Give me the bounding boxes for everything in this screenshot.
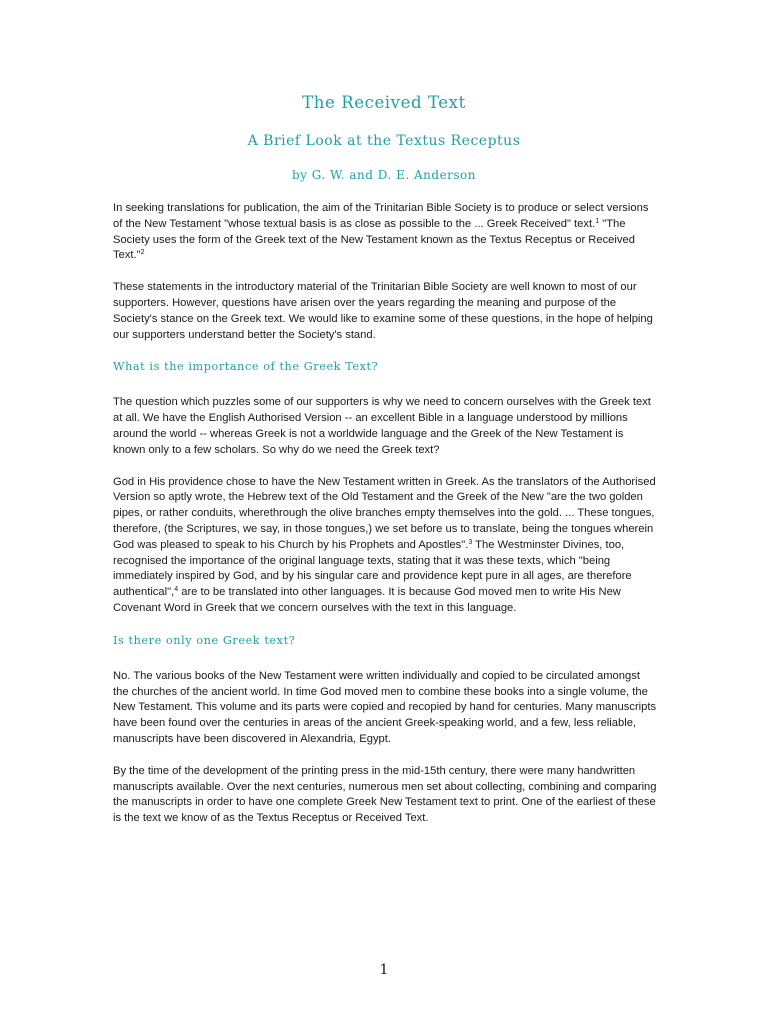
document-title: The Received Text <box>302 93 466 112</box>
footnote-ref-3: 3 <box>468 538 473 546</box>
paragraph-intro <box>113 201 658 264</box>
paragraph-intro-text-a: In seeking translations for publication, the aim of the Trinitarian Bible Society is to produce or select versions of the New Testament "whose textual basis is as close as possible to the ... Greek Received" text. <box>113 202 649 230</box>
document-byline: by G. W. and D. E. Anderson <box>291 168 477 182</box>
paragraph-providence-text-b: The Westminster Divines, too, recognised the importance of the original language texts, stating that it was these texts, which "being immediately inspired by God, and by his singular care and providence kept pure in all ages, are therefore authentical", <box>113 538 632 599</box>
paragraph-providence-text-c: are to be translated into other languages. It is because God moved men to write His New Covenant Word in Greek that we concern ourselves with the text in this language. <box>113 586 621 614</box>
footnote-ref-1: 1 <box>595 217 600 225</box>
page-number: 1 <box>379 962 389 978</box>
paragraph-intro-text-b: "The Society uses the form of the Greek text of the New Testament known as the Textus Receptus or Received Text." <box>113 217 635 262</box>
paragraph-providence <box>113 475 658 617</box>
footnote-ref-4: 4 <box>174 586 179 594</box>
paragraph-manuscripts: No. The various books of the New Testament were written individually and copied to be circulated amongst the churches of the ancient world. In time God moved men to combine these books into a single volume, the New Testament. This volume and its parts were copied and recopied by hand for centuries. Many manuscripts have been found over the centuries in areas of the ancient Greek-speaking world, and a few, less reliable, manuscripts have been discovered in Alexandria, Egypt. <box>113 669 657 745</box>
paragraph-question: The question which puzzles some of our supporters is why we need to concern ourselves with the Greek text at all. We have the English Authorised Version -- an excellent Bible in a language understood by millions around the world -- whereas Greek is not a worldwide language and the Greek of the New Testament is known only to a few scholars. So why do we need the Greek text? <box>113 396 651 456</box>
section-heading-one-text: Is there only one Greek text? <box>113 633 296 647</box>
document-body <box>113 201 658 843</box>
paragraph-providence-text-a: God in His providence chose to have the New Testament written in Greek. As the translators of the Authorised Version so aptly wrote, the Hebrew text of the Old Testament and the Greek of the New "are the two golden pipes, or rather conduits, wherethrough the olive branches empty themselves into the gold. ... These tongues, therefore, (the Scriptures, we say, in those tongues,) we set before us to translate, being the tongues wherein God was pleased to speak to his Church by his Prophets and Apostles". <box>113 475 656 551</box>
paragraph-printing-press: By the time of the development of the printing press in the mid-15th century, there were many handwritten manuscripts available. Over the next centuries, numerous men set about collecting, combining and comparing the manuscripts in order to have one complete Greek New Testament text to print. One of the earliest of these is the text we know of as the Textus Receptus or Received Text. <box>113 764 657 825</box>
footnote-ref-2: 2 <box>140 249 145 257</box>
document-subtitle: A Brief Look at the Textus Receptus <box>247 133 521 149</box>
section-heading-importance: What is the importance of the Greek Text? <box>113 360 379 374</box>
paragraph-statements: These statements in the introductory material of the Trinitarian Bible Society are well known to most of our supporters. However, questions have arisen over the years regarding the meaning and purpose of the Society's stance on the Greek text. We would like to examine some of these questions, in the hope of helping our supporters understand better the Society's stand. <box>113 281 653 341</box>
